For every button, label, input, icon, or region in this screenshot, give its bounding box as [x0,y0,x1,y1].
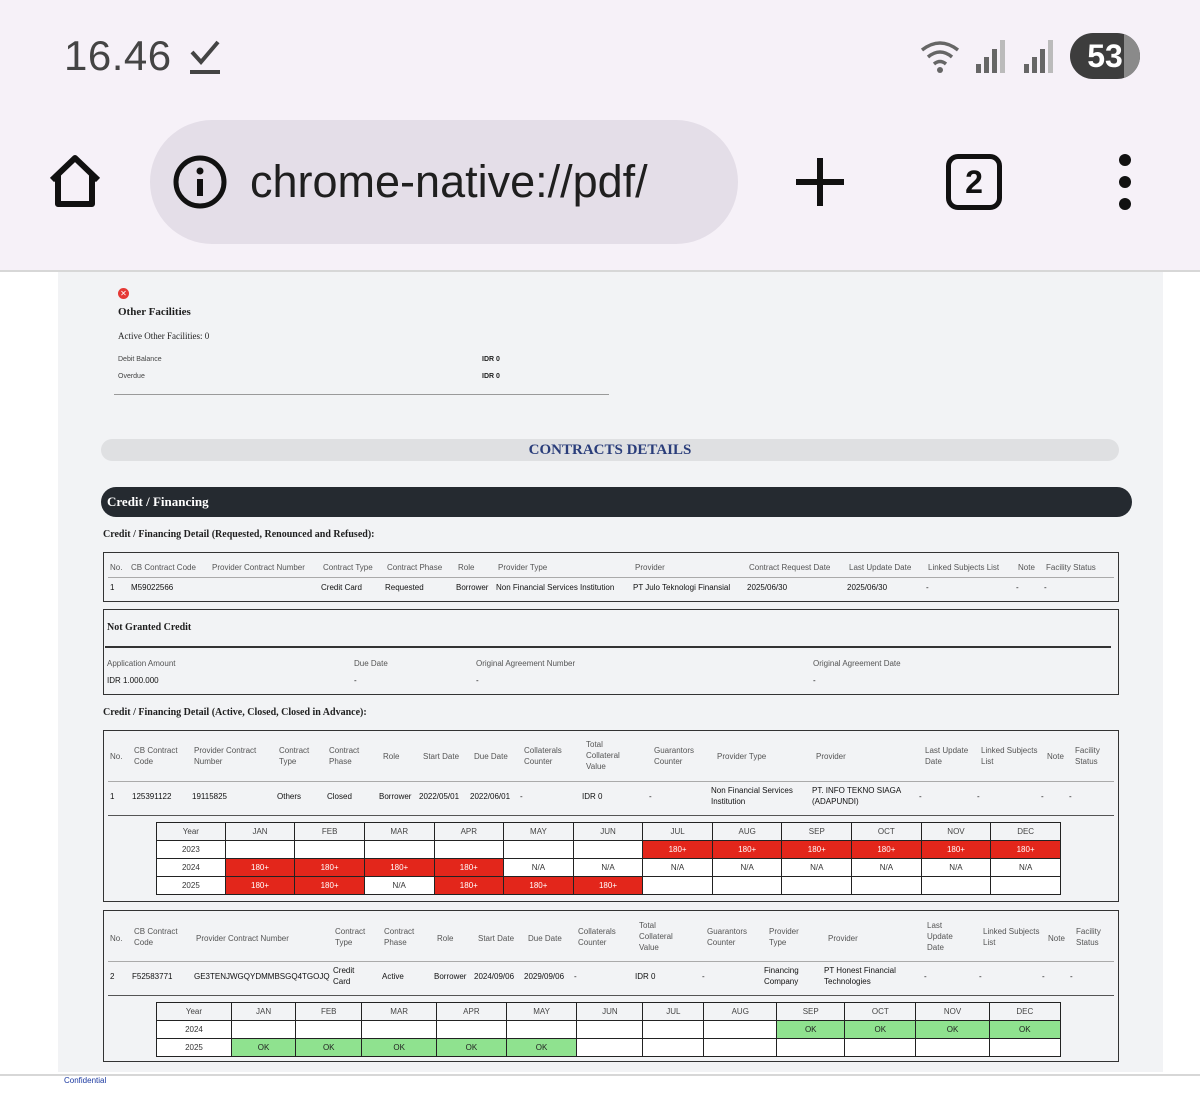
status-cell: N/A [852,859,922,877]
status-cell [573,841,643,859]
table-cell: - [977,792,980,801]
month-header: Year [157,1003,232,1021]
month-header: DEC [989,1003,1060,1021]
active-other-facilities: Active Other Facilities: 0 [118,331,210,341]
col-header: Note [1047,752,1064,761]
table-cell: F52583771 [132,972,173,981]
month-header: SEP [782,823,852,841]
status-cell [643,1039,704,1057]
table-cell: 2025/06/30 [847,583,888,592]
status-cell: OK [437,1039,507,1057]
status-cell [643,1021,704,1039]
col-header: Application Amount [107,659,176,668]
table-cell: PT Julo Teknologi Finansial [633,583,731,592]
col-header: Provider Type [769,927,799,947]
col-header: CB Contract Code [134,927,178,947]
month-header: APR [437,1003,507,1021]
col-header: Provider Contract Number [212,563,305,572]
status-cell: N/A [991,859,1061,877]
table-cell: Active [382,972,404,981]
month-header: OCT [852,823,922,841]
col-header: Total Collateral Value [586,740,620,771]
signal-icon-2 [1022,38,1056,74]
col-header: Collaterals Counter [578,927,616,947]
table-cell: 2022/06/01 [470,792,511,801]
status-cell [921,877,991,895]
col-header: Start Date [423,752,460,761]
status-cell: OK [777,1021,845,1039]
status-cell [225,841,295,859]
status-cell: N/A [921,859,991,877]
year-cell: 2025 [157,1039,232,1057]
col-header: Provider Contract Number [196,934,289,943]
status-cell: OK [231,1039,295,1057]
debit-balance-value: IDR 0 [482,356,500,363]
status-cell: 180+ [295,859,365,877]
table-cell: - [1042,972,1045,981]
not-granted-box [103,609,1119,695]
status-cell [916,1039,989,1057]
status-cell: N/A [573,859,643,877]
battery-indicator: 53 [1070,33,1140,79]
month-header: AUG [704,1003,777,1021]
col-header: Contract Type [335,927,366,947]
month-header: MAY [504,823,574,841]
payment-history-grid-2 [156,1002,1061,1057]
month-header: MAR [364,823,434,841]
status-cell [577,1039,643,1057]
status-cell: OK [362,1039,437,1057]
status-cell: 180+ [643,841,713,859]
table-cell: Requested [385,583,424,592]
status-time: 16.46 [64,32,172,79]
table-cell: 19115825 [192,792,227,801]
table-cell: - [1044,583,1047,592]
status-cell: 180+ [434,859,504,877]
table-cell: M59022566 [131,583,174,592]
month-header: APR [434,823,504,841]
status-cell: N/A [504,859,574,877]
contracts-details-header: CONTRACTS DETAILS [101,439,1119,461]
table-cell: 2022/05/01 [419,792,460,801]
table-cell: Non Financial Services Institution [711,786,793,806]
tab-switcher-button[interactable]: 2 [946,154,1002,210]
month-header: MAR [362,1003,437,1021]
status-cell: OK [845,1021,916,1039]
status-cell: N/A [364,877,434,895]
error-x-icon: ✕ [118,288,129,299]
table-cell: Borrower [456,583,489,592]
col-header: Contract Phase [329,746,360,766]
debit-balance-label: Debit Balance [118,356,162,363]
year-cell: 2024 [157,859,226,877]
requested-table [103,552,1119,602]
col-header: Note [1018,563,1035,572]
table-cell: 125391122 [132,792,172,801]
status-cell: OK [506,1039,577,1057]
table-cell: 2024/09/06 [474,972,515,981]
table-cell: - [924,972,927,981]
month-header: JAN [231,1003,295,1021]
signal-icon-1 [974,38,1008,74]
table-cell: - [1016,583,1019,592]
status-cell: 180+ [712,841,782,859]
status-cell [434,841,504,859]
application-amount: IDR 1.000.000 [107,676,159,685]
month-header: JUL [643,823,713,841]
status-cell: 180+ [364,859,434,877]
col-header: CB Contract Code [131,563,196,572]
confidential-footer: Confidential [64,1076,107,1085]
table-cell: PT Honest Financial Technologies [824,966,896,986]
table-cell: - [520,792,523,801]
download-complete-icon [188,38,222,76]
table-cell: 1 [110,583,115,592]
col-header: Original Agreement Date [813,659,901,668]
agreement-number-value: - [476,676,479,685]
status-cell [852,877,922,895]
info-icon[interactable] [172,154,228,210]
col-header: Note [1048,934,1065,943]
status-cell: N/A [643,859,713,877]
active-section-label: Credit / Financing Detail (Active, Closed, Closed in Advance): [103,707,367,718]
url-text[interactable]: chrome-native://pdf/ [250,156,648,207]
status-icons [920,32,1140,80]
status-cell: 180+ [295,877,365,895]
col-header: Contract Phase [387,563,443,572]
col-header: Facility Status [1076,927,1101,947]
status-cell [991,877,1061,895]
table-cell: Non Financial Services Institution [496,583,615,592]
col-header: Contract Type [279,746,310,766]
col-header: Guarantors Counter [707,927,748,947]
status-cell [777,1039,845,1057]
col-header: Last Update Date [927,921,953,952]
col-header: Contract Type [323,563,373,572]
col-header: Start Date [478,934,515,943]
table-cell: Borrower [379,792,412,801]
col-header: Provider Contract Number [194,746,257,766]
col-header: Linked Subjects List [928,563,1000,572]
status-cell [437,1021,507,1039]
status-cell: N/A [712,859,782,877]
col-header: Collaterals Counter [524,746,562,766]
col-header: Due Date [354,659,388,668]
year-cell: 2023 [157,841,226,859]
table-cell: IDR 0 [582,792,603,801]
month-header: SEP [777,1003,845,1021]
table-cell: 2029/09/06 [524,972,565,981]
status-cell: 180+ [852,841,922,859]
year-cell: 2024 [157,1021,232,1039]
month-header: NOV [921,823,991,841]
col-header: Role [437,934,454,943]
table-cell: - [979,972,982,981]
col-header: Provider Type [498,563,548,572]
status-cell [643,877,713,895]
status-cell: OK [296,1039,362,1057]
month-header: JUL [643,1003,704,1021]
status-cell [364,841,434,859]
col-header: Role [383,752,400,761]
status-cell [296,1021,362,1039]
status-cell: 180+ [225,859,295,877]
address-bar[interactable] [150,120,738,244]
table-cell: Borrower [434,972,467,981]
table-cell: 1 [110,792,115,801]
credit-financing-header: Credit / Financing [101,487,1132,517]
browser-chrome [0,0,1200,270]
status-cell: 180+ [504,877,574,895]
status-cell [782,877,852,895]
status-cell [506,1021,577,1039]
status-cell [577,1021,643,1039]
col-header: Total Collateral Value [639,921,673,952]
col-header: Guarantors Counter [654,746,695,766]
status-cell [295,841,365,859]
table-cell: - [649,792,652,801]
month-header: AUG [712,823,782,841]
table-cell: - [574,972,577,981]
table-cell: - [1069,792,1072,801]
due-date-value: - [354,676,357,685]
status-cell [989,1039,1060,1057]
status-cell [362,1021,437,1039]
month-header: JUN [577,1003,643,1021]
col-header: Provider [828,934,858,943]
status-cell: OK [916,1021,989,1039]
table-cell: Credit Card [333,966,355,986]
col-header: Last Update Date [849,563,912,572]
col-header: Last Update Date [925,746,969,766]
table-cell: - [702,972,705,981]
table-cell: GE3TENJWGQYDMMBSGQ4TGOJQ [194,972,330,981]
month-header: FEB [295,823,365,841]
col-header: No. [110,563,123,572]
table-cell: - [1070,972,1073,981]
table-cell: - [1041,792,1044,801]
new-tab-plus-icon[interactable] [790,152,850,212]
overflow-menu-icon[interactable] [1110,154,1140,210]
requested-section-label: Credit / Financing Detail (Requested, Renounced and Refused): [103,529,375,540]
col-header: Provider [816,752,846,761]
table-cell: 2025/06/30 [747,583,788,592]
status-cell: 180+ [225,877,295,895]
payment-history-grid-1 [156,822,1061,895]
pdf-viewer[interactable] [0,270,1200,1093]
col-header: Original Agreement Number [476,659,576,668]
wifi-icon [920,36,960,76]
status-cell [845,1039,916,1057]
status-cell: 180+ [782,841,852,859]
month-header: MAY [506,1003,577,1021]
month-header: FEB [296,1003,362,1021]
status-cell: N/A [782,859,852,877]
month-header: JUN [573,823,643,841]
col-header: Contract Phase [384,927,415,947]
col-header: Linked Subjects List [983,927,1040,947]
col-header: Facility Status [1046,563,1096,572]
col-header: Provider [635,563,665,572]
not-granted-title: Not Granted Credit [107,622,192,633]
col-header: Facility Status [1075,746,1100,766]
status-cell: OK [989,1021,1060,1039]
month-header: NOV [916,1003,989,1021]
month-header: Year [157,823,226,841]
table-cell: Closed [327,792,352,801]
table-cell: PT. INFO TEKNO SIAGA (ADAPUNDI) [812,786,901,806]
col-header: Linked Subjects List [981,746,1038,766]
table-cell: - [926,583,929,592]
table-cell: - [919,792,922,801]
year-cell: 2025 [157,877,226,895]
month-header: DEC [991,823,1061,841]
table-cell: Credit Card [321,583,362,592]
col-header: Role [458,563,475,572]
overdue-value: IDR 0 [482,373,500,380]
col-header: No. [110,752,123,761]
col-header: CB Contract Code [134,746,178,766]
table-cell: IDR 0 [635,972,656,981]
status-cell: 180+ [921,841,991,859]
status-cell: 180+ [434,877,504,895]
col-header: Due Date [474,752,508,761]
overdue-label: Overdue [118,373,145,380]
table-cell: Others [277,792,302,801]
status-cell [231,1021,295,1039]
month-header: OCT [845,1003,916,1021]
status-cell [704,1021,777,1039]
home-icon[interactable] [44,150,106,212]
status-cell: 180+ [991,841,1061,859]
col-header: Due Date [528,934,562,943]
col-header: Contract Request Date [749,563,831,572]
agreement-date-value: - [813,676,816,685]
month-header: JAN [225,823,295,841]
pdf-page [58,272,1163,1072]
other-facilities-title: Other Facilities [118,306,191,318]
status-cell [704,1039,777,1057]
status-cell [504,841,574,859]
divider [114,394,609,395]
status-cell: 180+ [573,877,643,895]
table-cell: Financing Company [764,966,799,986]
table-cell: 2 [110,972,115,981]
status-cell [712,877,782,895]
col-header: No. [110,934,123,943]
col-header: Provider Type [717,752,767,761]
